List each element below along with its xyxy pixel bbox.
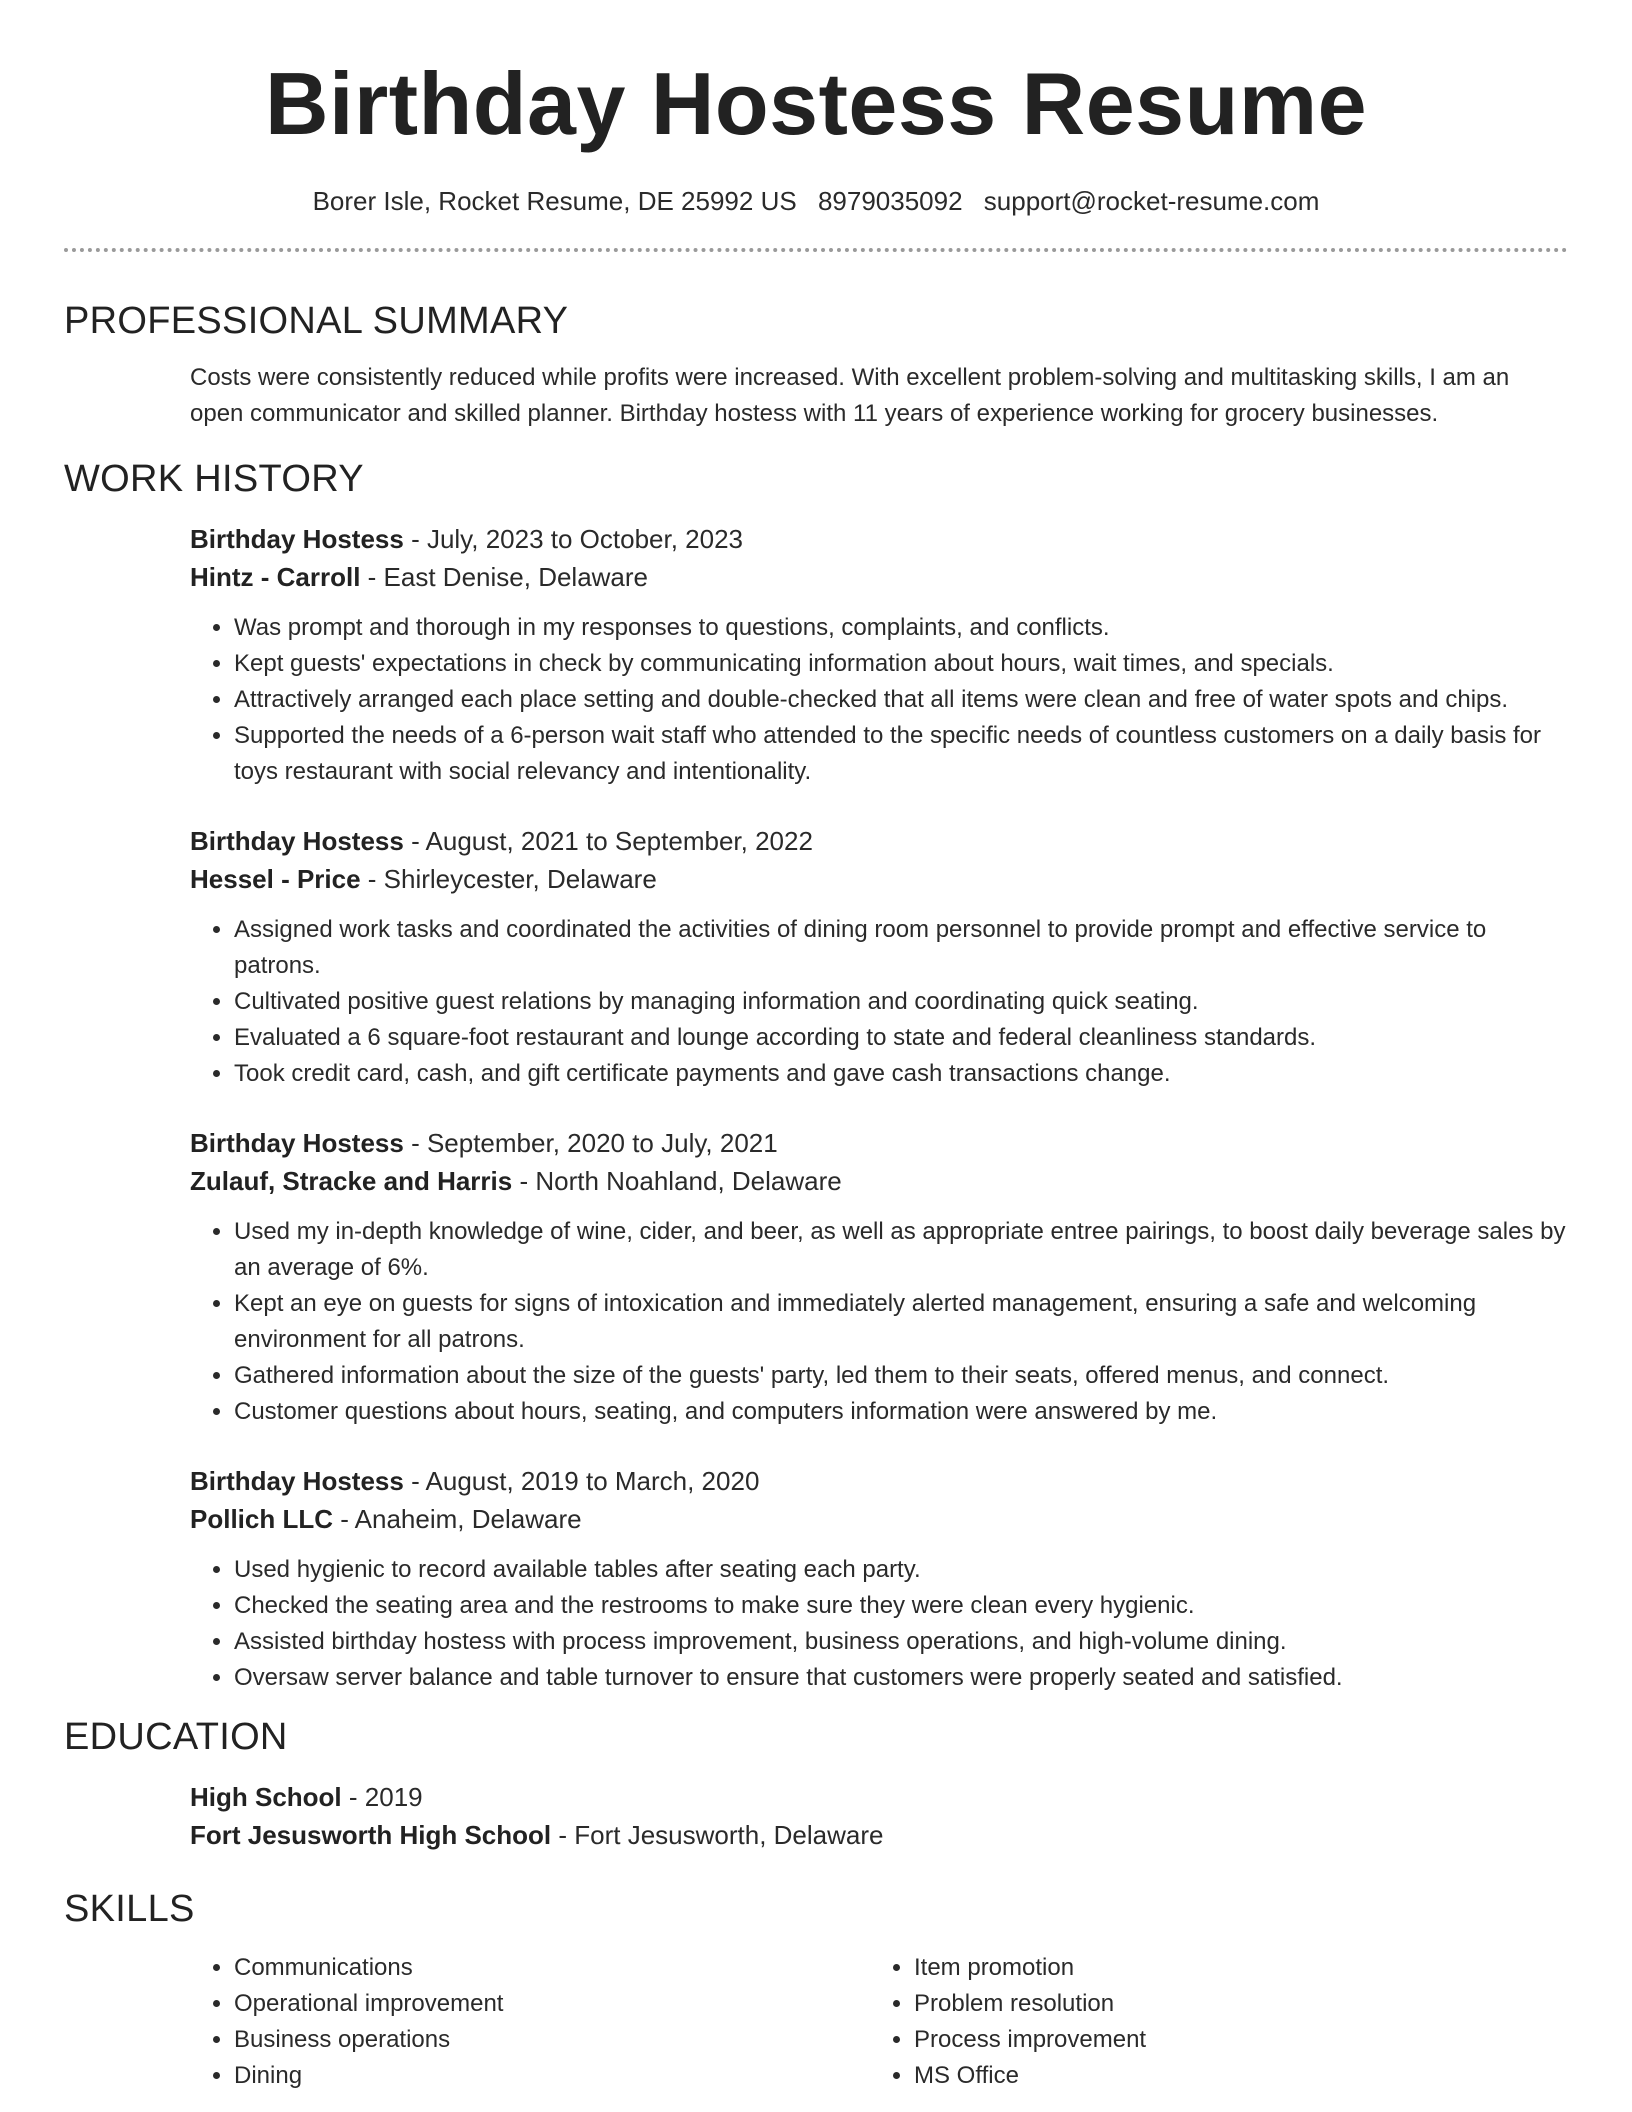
summary-heading: PROFESSIONAL SUMMARY — [64, 300, 569, 342]
skills-column-right — [870, 1950, 1550, 2094]
education-section — [190, 1778, 1568, 1854]
skill-item: • Problem resolution — [914, 1986, 1550, 2022]
job-bullets — [190, 1214, 1568, 1430]
job-bullets — [190, 912, 1568, 1092]
skill-item: • Business operations — [234, 2022, 870, 2058]
job-title: Birthday Hostess — [190, 524, 404, 554]
job-title-line — [190, 1124, 1568, 1162]
job-bullet: • Kept guests' expectations in check by communicating information about hours, wait times, and specials. — [234, 646, 1568, 682]
job-title: Birthday Hostess — [190, 826, 404, 856]
job-location: - East Denise, Delaware — [360, 562, 649, 592]
education-year: - 2019 — [341, 1782, 423, 1812]
job-bullet: • Attractively arranged each place setting and double-checked that all items were clean and free of water spots and chips. — [234, 682, 1568, 718]
job-title: Birthday Hostess — [190, 1466, 404, 1496]
job-bullet: • Used my in-depth knowledge of wine, cider, and beer, as well as appropriate entree pairings, to boost daily beverage sales by an average of 6%. — [234, 1214, 1568, 1286]
job-company: Pollich LLC — [190, 1504, 333, 1534]
job-bullet: • Checked the seating area and the restrooms to make sure they were clean every hygienic. — [234, 1588, 1568, 1624]
job-company: Hessel - Price — [190, 864, 361, 894]
job-bullet: • Kept an eye on guests for signs of intoxication and immediately alerted management, ensuring a safe and welcoming environment for all patrons. — [234, 1286, 1568, 1358]
summary-section — [190, 360, 1568, 432]
skill-item: • Item promotion — [914, 1950, 1550, 1986]
job-location: - Shirleycester, Delaware — [360, 864, 657, 894]
work-history-heading: WORK HISTORY — [64, 458, 364, 500]
job-company-line — [190, 1162, 1568, 1200]
job-bullet: • Used hygienic to record available tables after seating each party. — [234, 1552, 1568, 1588]
job-company-line — [190, 1500, 1568, 1538]
job-bullet: • Gathered information about the size of the guests' party, led them to their seats, offered menus, and connect. — [234, 1358, 1568, 1394]
skill-item: • Operational improvement — [234, 1986, 870, 2022]
job-bullet: • Oversaw server balance and table turnover to ensure that customers were properly seated and satisfied. — [234, 1660, 1568, 1696]
job-entry — [190, 1124, 1568, 1430]
skill-item: • Process improvement — [914, 2022, 1550, 2058]
job-bullet: • Took credit card, cash, and gift certificate payments and gave cash transactions change. — [234, 1056, 1568, 1092]
job-dates: - July, 2023 to October, 2023 — [403, 524, 744, 554]
resume-title: Birthday Hostess Resume — [264, 54, 1368, 153]
skills-list-right — [870, 1950, 1550, 2094]
job-dates: - September, 2020 to July, 2021 — [403, 1128, 778, 1158]
job-bullets — [190, 610, 1568, 790]
job-company: Hintz - Carroll — [190, 562, 361, 592]
job-bullet: • Assisted birthday hostess with process improvement, business operations, and high-volume dining. — [234, 1624, 1568, 1660]
job-dates: - August, 2021 to September, 2022 — [403, 826, 813, 856]
job-company-line — [190, 558, 1568, 596]
job-entry — [190, 1462, 1568, 1696]
skills-section — [190, 1950, 1568, 2094]
contact-address: Borer Isle, Rocket Resume, DE 25992 US — [312, 186, 797, 216]
education-school: Fort Jesusworth High School — [190, 1820, 552, 1850]
skill-item: • Dining — [234, 2058, 870, 2094]
header-divider — [64, 248, 1568, 252]
job-location: - North Noahland, Delaware — [512, 1166, 842, 1196]
contact-line — [64, 184, 1568, 218]
job-bullet: • Supported the needs of a 6-person wait staff who attended to the specific needs of countless customers on a daily basis for toys restaurant with social relevancy and intentionality. — [234, 718, 1568, 790]
skill-item: • Communications — [234, 1950, 870, 1986]
skills-column-left — [190, 1950, 870, 2094]
job-company-line — [190, 860, 1568, 898]
job-bullets — [190, 1552, 1568, 1696]
job-company: Zulauf, Stracke and Harris — [190, 1166, 513, 1196]
job-location: - Anaheim, Delaware — [333, 1504, 582, 1534]
summary-text: Costs were consistently reduced while profits were increased. With excellent problem-solving and multitasking skills, I am an open communicator and skilled planner. Birthday hostess with 11 years of experience working for grocery businesses. — [190, 364, 1510, 427]
contact-phone: 8979035092 — [817, 186, 963, 216]
job-title-line — [190, 520, 1568, 558]
work-history-section — [190, 520, 1568, 1696]
job-dates: - August, 2019 to March, 2020 — [403, 1466, 760, 1496]
job-title-line — [190, 822, 1568, 860]
education-school-line — [190, 1816, 1568, 1854]
job-bullet: • Cultivated positive guest relations by managing information and coordinating quick seating. — [234, 984, 1568, 1020]
job-bullet: • Evaluated a 6 square-foot restaurant and lounge according to state and federal cleanliness standards. — [234, 1020, 1568, 1056]
job-bullet: • Assigned work tasks and coordinated the activities of dining room personnel to provide prompt and effective service to patrons. — [234, 912, 1568, 984]
education-degree-line — [190, 1778, 1568, 1816]
skills-heading: SKILLS — [64, 1888, 195, 1930]
education-location: - Fort Jesusworth, Delaware — [551, 1820, 884, 1850]
skills-list-left — [190, 1950, 870, 2094]
job-entry — [190, 822, 1568, 1092]
job-title: Birthday Hostess — [190, 1128, 404, 1158]
job-title-line — [190, 1462, 1568, 1500]
skill-item: • MS Office — [914, 2058, 1550, 2094]
education-degree: High School — [190, 1782, 342, 1812]
job-bullet: • Was prompt and thorough in my responses to questions, complaints, and conflicts. — [234, 610, 1568, 646]
education-heading: EDUCATION — [64, 1716, 288, 1758]
job-bullet: • Customer questions about hours, seating, and computers information were answered by me. — [234, 1394, 1568, 1430]
contact-email: support@rocket-resume.com — [983, 186, 1320, 216]
job-entry — [190, 520, 1568, 790]
